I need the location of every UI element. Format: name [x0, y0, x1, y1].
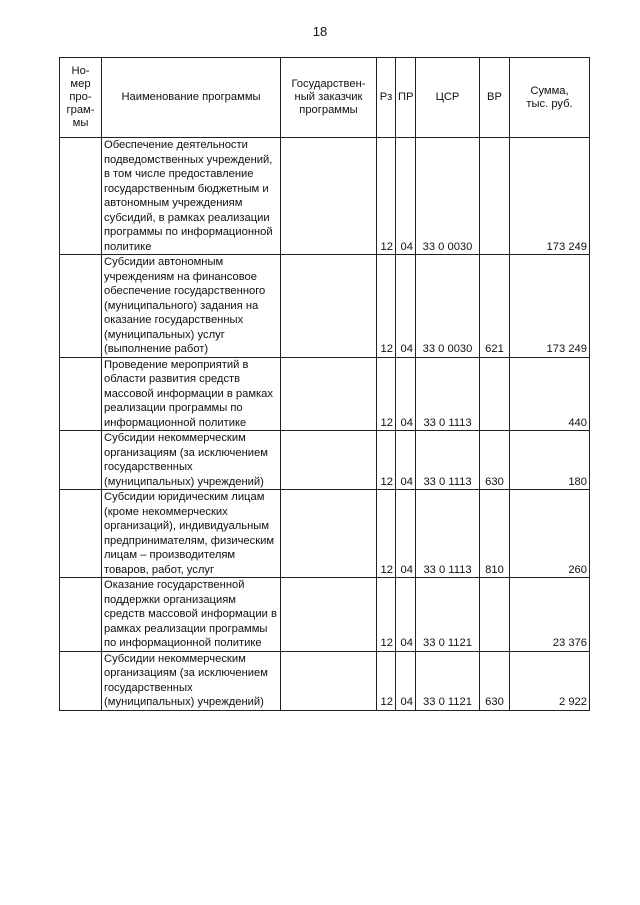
cell-pr: 04 [396, 357, 416, 431]
table-header-row [60, 58, 590, 138]
cell-pr: 04 [396, 651, 416, 710]
cell-program-number [60, 357, 102, 431]
cell-pr: 04 [396, 138, 416, 255]
cell-csr: 33 0 1121 [416, 578, 480, 652]
cell-rz: 12 [377, 255, 396, 358]
page-number: 18 [312, 24, 328, 39]
header-rz: Рз [377, 58, 396, 138]
cell-program-name: Обеспечение деятельности подведомственных учреждений, в том числе предоставление государственным бюджетным и автономным учреждениям субсидий, в рамках реализации программы по информационной политике [102, 138, 281, 255]
cell-program-number [60, 255, 102, 358]
cell-sum: 260 [510, 490, 590, 578]
cell-program-name: Субсидии юридическим лицам (кроме некоммерческих организаций), индивидуальным предпринимателям, физическим лицам – производителям товаров, работ, услуг [102, 490, 281, 578]
cell-vr: 630 [480, 651, 510, 710]
cell-program-number [60, 138, 102, 255]
cell-csr: 33 0 1113 [416, 431, 480, 490]
cell-vr: 810 [480, 490, 510, 578]
header-sum: Сумма, тыс. руб. [510, 58, 590, 138]
table-row [60, 255, 590, 358]
cell-rz: 12 [377, 357, 396, 431]
cell-csr: 33 0 1113 [416, 357, 480, 431]
header-csr: ЦСР [416, 58, 480, 138]
cell-sum: 173 249 [510, 255, 590, 358]
cell-customer [281, 357, 377, 431]
cell-program-name: Субсидии некоммерческим организациям (за исключением государственных (муниципальных) учреждений) [102, 651, 281, 710]
cell-program-name: Субсидии некоммерческим организациям (за исключением государственных (муниципальных) учреждений) [102, 431, 281, 490]
cell-vr: 621 [480, 255, 510, 358]
cell-rz: 12 [377, 431, 396, 490]
cell-sum: 173 249 [510, 138, 590, 255]
cell-customer [281, 431, 377, 490]
cell-pr: 04 [396, 578, 416, 652]
table-row [60, 490, 590, 578]
cell-pr: 04 [396, 490, 416, 578]
cell-rz: 12 [377, 578, 396, 652]
cell-program-name: Субсидии автономным учреждениям на финансовое обеспечение государственного (муниципального) задания на оказание государственных (муниципальных) услуг (выполнение работ) [102, 255, 281, 358]
cell-pr: 04 [396, 255, 416, 358]
table-row [60, 138, 590, 255]
header-program-name: Наименование программы [102, 58, 281, 138]
cell-program-number [60, 431, 102, 490]
table-row [60, 651, 590, 710]
cell-rz: 12 [377, 490, 396, 578]
cell-csr: 33 0 1113 [416, 490, 480, 578]
cell-pr: 04 [396, 431, 416, 490]
cell-rz: 12 [377, 138, 396, 255]
cell-sum: 23 376 [510, 578, 590, 652]
cell-rz: 12 [377, 651, 396, 710]
cell-program-number [60, 578, 102, 652]
budget-table [59, 57, 590, 711]
table-row [60, 357, 590, 431]
header-customer: Государствен- ный заказчик программы [281, 58, 377, 138]
cell-sum: 180 [510, 431, 590, 490]
cell-vr: 630 [480, 431, 510, 490]
cell-program-number [60, 490, 102, 578]
cell-customer [281, 578, 377, 652]
header-pr: ПР [396, 58, 416, 138]
cell-program-name: Оказание государственной поддержки организациям средств массовой информации в рамках реализации программы по информационной политике [102, 578, 281, 652]
cell-customer [281, 490, 377, 578]
cell-sum: 440 [510, 357, 590, 431]
cell-customer [281, 255, 377, 358]
header-vr: ВР [480, 58, 510, 138]
cell-vr [480, 138, 510, 255]
cell-sum: 2 922 [510, 651, 590, 710]
cell-customer [281, 651, 377, 710]
cell-program-number [60, 651, 102, 710]
cell-vr [480, 357, 510, 431]
cell-customer [281, 138, 377, 255]
cell-vr [480, 578, 510, 652]
cell-csr: 33 0 0030 [416, 255, 480, 358]
cell-csr: 33 0 0030 [416, 138, 480, 255]
cell-csr: 33 0 1121 [416, 651, 480, 710]
cell-program-name: Проведение мероприятий в области развития средств массовой информации в рамках реализации программы по информационной политике [102, 357, 281, 431]
table-row [60, 431, 590, 490]
header-program-number: Но- мер про- грам- мы [60, 58, 102, 138]
table-row [60, 578, 590, 652]
